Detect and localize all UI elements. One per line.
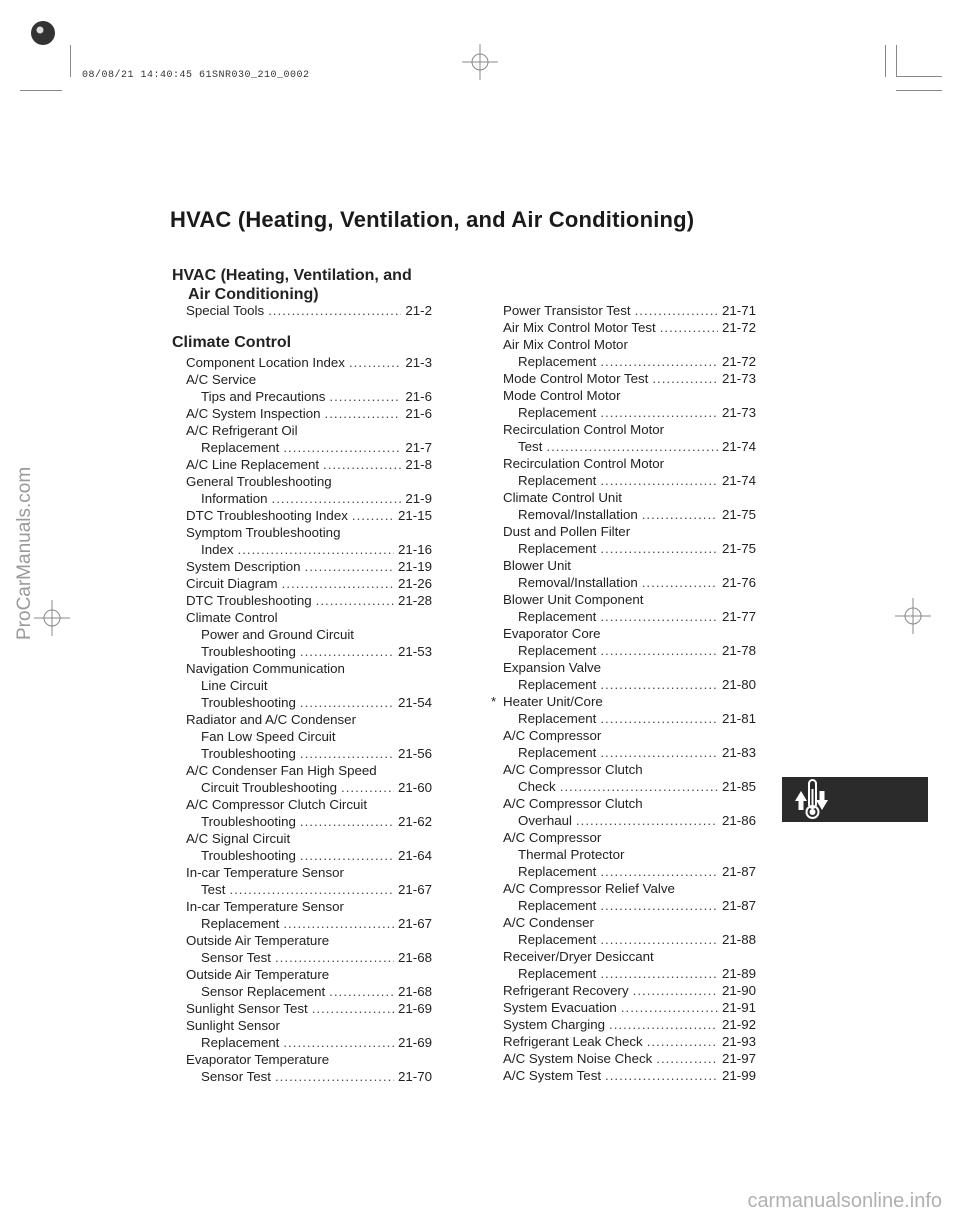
toc-entry-text: Replacement <box>518 473 597 488</box>
toc-page-number: 21-73 <box>721 405 756 420</box>
toc-page-number: 21-67 <box>397 882 432 897</box>
toc-entry-text: A/C Compressor Relief Valve <box>503 881 675 896</box>
toc-entry <box>186 592 432 609</box>
toc-page-number: 21-91 <box>721 1000 756 1015</box>
dot-leader <box>329 983 394 1000</box>
toc-entry-text: Removal/Installation <box>518 507 638 522</box>
dot-leader <box>621 999 718 1016</box>
toc-entry-text: Replacement <box>201 916 280 931</box>
toc-entry-text: Test <box>518 439 543 454</box>
dot-leader <box>600 931 718 948</box>
toc-entry-text: Thermal Protector <box>518 847 625 862</box>
dot-leader <box>600 710 718 727</box>
toc-entry <box>186 1017 432 1051</box>
toc-entry-text: DTC Troubleshooting <box>186 593 312 608</box>
dot-leader <box>283 915 394 932</box>
toc-page-number: 21-72 <box>721 320 756 335</box>
toc-entry <box>503 625 756 659</box>
toc-entry <box>186 405 432 422</box>
dot-leader <box>647 1033 718 1050</box>
dot-leader <box>600 676 718 693</box>
dot-leader <box>283 439 401 456</box>
section-hvac-title-line1: HVAC (Heating, Ventilation, and <box>172 267 412 284</box>
toc-entry <box>186 796 432 830</box>
crop-line <box>896 76 942 77</box>
toc-page-number: 21-74 <box>721 473 756 488</box>
toc-entry-text: A/C Compressor Clutch <box>503 796 643 811</box>
toc-page-number: 21-69 <box>397 1001 432 1016</box>
toc-entry <box>186 524 432 558</box>
dot-leader <box>300 813 394 830</box>
toc-column-left <box>186 354 432 1085</box>
dot-leader <box>635 302 718 319</box>
toc-entry-text: Replacement <box>518 966 597 981</box>
dot-leader <box>300 847 394 864</box>
toc-entry <box>186 371 432 405</box>
dot-leader <box>600 744 718 761</box>
dot-leader <box>275 949 394 966</box>
toc-entry-text: Special Tools <box>186 303 265 318</box>
toc-page-number: 21-75 <box>721 541 756 556</box>
toc-entry <box>186 575 432 592</box>
toc-page-number: 21-89 <box>721 966 756 981</box>
toc-entry-text: A/C System Inspection <box>186 406 321 421</box>
toc-page-number: 21-6 <box>405 406 432 421</box>
toc-entry-text: Expansion Valve <box>503 660 602 675</box>
toc-entry <box>503 948 756 982</box>
toc-entry-text: Climate Control Unit <box>503 490 622 505</box>
dot-leader <box>300 643 394 660</box>
toc-entry-text: Refrigerant Leak Check <box>503 1034 643 1049</box>
dot-leader <box>600 404 718 421</box>
toc-entry-text: Troubleshooting <box>201 746 296 761</box>
toc-entry-text: Replacement <box>201 1035 280 1050</box>
toc-page-number: 21-8 <box>405 457 432 472</box>
toc-entry-text: Replacement <box>518 745 597 760</box>
toc-entry <box>186 898 432 932</box>
toc-entry-text: Troubleshooting <box>201 848 296 863</box>
toc-page-number: 21-71 <box>721 303 756 318</box>
toc-entry-text: Climate Control <box>186 610 278 625</box>
toc-page-number: 21-53 <box>397 644 432 659</box>
dot-leader <box>282 575 394 592</box>
dot-leader <box>283 1034 394 1051</box>
toc-entry-text: Recirculation Control Motor <box>503 456 665 471</box>
toc-entry <box>503 999 756 1016</box>
toc-entry <box>503 489 756 523</box>
dot-leader <box>600 540 718 557</box>
toc-entry-text: Heater Unit/Core <box>503 694 603 709</box>
toc-page-number: 21-7 <box>405 440 432 455</box>
dot-leader <box>312 1000 394 1017</box>
dot-leader <box>229 881 394 898</box>
section-climate-heading: Climate Control <box>172 334 292 351</box>
dot-leader <box>600 897 718 914</box>
toc-page-number: 21-60 <box>397 780 432 795</box>
dot-leader <box>652 370 718 387</box>
toc-entry <box>503 387 756 421</box>
toc-entry-text: System Description <box>186 559 301 574</box>
dot-leader <box>300 745 394 762</box>
dot-leader <box>642 506 718 523</box>
toc-entry <box>186 1000 432 1017</box>
toc-entry-text: Troubleshooting <box>201 644 296 659</box>
toc-entry <box>491 693 756 727</box>
toc-entry-text: Symptom Troubleshooting <box>186 525 341 540</box>
arrow-down-icon <box>816 791 828 810</box>
toc-entry <box>503 421 756 455</box>
toc-entry-text: Blower Unit <box>503 558 571 573</box>
toc-entry-text: Mode Control Motor Test <box>503 371 649 386</box>
toc-entry <box>186 456 432 473</box>
toc-entry-text: Replacement <box>518 609 597 624</box>
toc-entry <box>503 761 756 795</box>
toc-page-number: 21-83 <box>721 745 756 760</box>
toc-page-number: 21-76 <box>721 575 756 590</box>
dot-leader <box>605 1067 718 1084</box>
toc-page-number: 21-97 <box>721 1051 756 1066</box>
toc-entry-text: Sensor Test <box>201 1069 271 1084</box>
dot-leader <box>600 863 718 880</box>
toc-entry <box>186 473 432 507</box>
toc-entry-text: Refrigerant Recovery <box>503 983 629 998</box>
dot-leader <box>349 354 401 371</box>
toc-entry-text: A/C Service <box>186 372 257 387</box>
print-stamp: 08/08/21 14:40:45 61SNR030_210_0002 <box>82 70 310 81</box>
toc-page-number: 21-74 <box>721 439 756 454</box>
toc-entry-text: Replacement <box>201 440 280 455</box>
toc-entry-text: A/C Compressor Clutch Circuit <box>186 797 368 812</box>
toc-page-number: 21-68 <box>397 984 432 999</box>
toc-entry <box>503 727 756 761</box>
toc-entry <box>503 1033 756 1050</box>
toc-entry-text: In-car Temperature Sensor <box>186 899 344 914</box>
toc-entry-text: A/C Condenser Fan High Speed <box>186 763 377 778</box>
dot-leader <box>238 541 394 558</box>
toc-entry-text: Check <box>518 779 556 794</box>
toc-entry <box>503 829 756 880</box>
toc-page-number: 21-92 <box>721 1017 756 1032</box>
toc-entry-text: A/C Compressor Clutch <box>503 762 643 777</box>
toc-column-right <box>491 302 756 1084</box>
toc-entry-text: Replacement <box>518 677 597 692</box>
toc-page-number: 21-85 <box>721 779 756 794</box>
toc-page-number: 21-88 <box>721 932 756 947</box>
toc-entry <box>186 966 432 1000</box>
toc-entry-text: System Evacuation <box>503 1000 617 1015</box>
arrow-up-icon <box>795 791 807 810</box>
toc-entry-text: Dust and Pollen Filter <box>503 524 631 539</box>
toc-entry <box>186 302 432 319</box>
dot-leader <box>600 642 718 659</box>
crop-line <box>885 45 886 77</box>
toc-entry-text: Air Mix Control Motor Test <box>503 320 656 335</box>
toc-page-number: 21-3 <box>405 355 432 370</box>
toc-entry-text: Fan Low Speed Circuit <box>201 729 336 744</box>
toc-entry <box>503 557 756 591</box>
toc-entry-text: Sunlight Sensor Test <box>186 1001 308 1016</box>
toc-entry-text: Replacement <box>518 354 597 369</box>
crop-line <box>896 45 897 77</box>
crop-line <box>20 90 62 91</box>
toc-entry-text: Troubleshooting <box>201 695 296 710</box>
toc-entry <box>186 558 432 575</box>
section-tab <box>782 777 928 822</box>
toc-page-number: 21-73 <box>721 371 756 386</box>
dot-leader <box>600 472 718 489</box>
section-hvac-title-line2: Air Conditioning) <box>188 286 319 303</box>
toc-entry-text: Replacement <box>518 932 597 947</box>
toc-column-hvac <box>186 302 432 319</box>
toc-entry-text: A/C Condenser <box>503 915 594 930</box>
toc-entry <box>186 864 432 898</box>
dot-leader <box>268 302 401 319</box>
page-title: HVAC (Heating, Ventilation, and Air Conditioning) <box>170 207 695 232</box>
toc-entry-text: In-car Temperature Sensor <box>186 865 344 880</box>
dot-leader <box>642 574 718 591</box>
dot-leader <box>325 405 402 422</box>
toc-page-number: 21-69 <box>397 1035 432 1050</box>
toc-entry <box>503 1050 756 1067</box>
toc-entry <box>186 762 432 796</box>
dot-leader <box>560 778 718 795</box>
toc-entry <box>503 370 756 387</box>
dot-leader <box>316 592 394 609</box>
toc-entry-text: Test <box>201 882 226 897</box>
toc-entry-text: Overhaul <box>518 813 572 828</box>
toc-page-number: 21-9 <box>405 491 432 506</box>
toc-entry-text: DTC Troubleshooting Index <box>186 508 348 523</box>
toc-entry-text: Sensor Test <box>201 950 271 965</box>
toc-entry-text: Evaporator Temperature <box>186 1052 330 1067</box>
toc-entry <box>503 455 756 489</box>
dot-leader <box>300 694 394 711</box>
dot-leader <box>600 965 718 982</box>
section-hvac-heading <box>172 266 452 304</box>
dot-leader <box>305 558 394 575</box>
dot-leader <box>609 1016 718 1033</box>
toc-page-number: 21-72 <box>721 354 756 369</box>
toc-entry-text: Replacement <box>518 405 597 420</box>
toc-page-number: 21-67 <box>397 916 432 931</box>
toc-entry-text: Replacement <box>518 898 597 913</box>
dot-leader <box>576 812 718 829</box>
toc-entry-text: A/C System Noise Check <box>503 1051 653 1066</box>
toc-entry-text: Sunlight Sensor <box>186 1018 280 1033</box>
toc-entry-text: Air Mix Control Motor <box>503 337 628 352</box>
toc-entry-text: Outside Air Temperature <box>186 967 330 982</box>
dot-leader <box>546 438 718 455</box>
toc-page-number: 21-56 <box>397 746 432 761</box>
toc-entry-text: Power Transistor Test <box>503 303 631 318</box>
toc-page-number: 21-81 <box>721 711 756 726</box>
toc-entry-text: Receiver/Dryer Desiccant <box>503 949 654 964</box>
toc-entry-text: Replacement <box>518 864 597 879</box>
toc-page-number: 21-26 <box>397 576 432 591</box>
toc-entry <box>503 302 756 319</box>
toc-page-number: 21-15 <box>397 508 432 523</box>
toc-entry-text: Blower Unit Component <box>503 592 644 607</box>
toc-page-number: 21-90 <box>721 983 756 998</box>
toc-entry-text: System Charging <box>503 1017 605 1032</box>
dot-leader <box>323 456 401 473</box>
toc-page-number: 21-62 <box>397 814 432 829</box>
toc-entry <box>503 336 756 370</box>
toc-entry-text: Outside Air Temperature <box>186 933 330 948</box>
toc-entry-text: Circuit Troubleshooting <box>201 780 337 795</box>
toc-entry-text: Sensor Replacement <box>201 984 326 999</box>
toc-page-number: 21-28 <box>397 593 432 608</box>
crop-line <box>896 90 942 91</box>
toc-page-number: 21-6 <box>405 389 432 404</box>
toc-entry <box>186 609 432 660</box>
dot-leader <box>275 1068 394 1085</box>
toc-entry <box>503 1067 756 1084</box>
toc-page-number: 21-75 <box>721 507 756 522</box>
toc-page-number: 21-80 <box>721 677 756 692</box>
dot-leader <box>633 982 718 999</box>
toc-page-number: 21-86 <box>721 813 756 828</box>
dot-leader <box>600 353 718 370</box>
toc-entry-text: Removal/Installation <box>518 575 638 590</box>
toc-entry <box>186 830 432 864</box>
toc-entry-text: Replacement <box>518 541 597 556</box>
toc-entry <box>186 932 432 966</box>
dot-leader <box>272 490 402 507</box>
toc-entry <box>503 523 756 557</box>
toc-page-number: 21-78 <box>721 643 756 658</box>
toc-entry <box>186 1051 432 1085</box>
toc-entry-text: Recirculation Control Motor <box>503 422 665 437</box>
toc-page-number: 21-19 <box>397 559 432 574</box>
toc-entry-text: Evaporator Core <box>503 626 601 641</box>
toc-entry-text: Index <box>201 542 234 557</box>
toc-entry <box>186 507 432 524</box>
toc-entry-text: A/C Line Replacement <box>186 457 320 472</box>
toc-entry-text: Component Location Index <box>186 355 345 370</box>
toc-page-number: 21-64 <box>397 848 432 863</box>
toc-entry <box>503 880 756 914</box>
toc-entry <box>186 354 432 371</box>
toc-page-number: 21-2 <box>405 303 432 318</box>
side-watermark: ProCarManuals.com <box>14 466 35 640</box>
toc-page-number: 21-87 <box>721 864 756 879</box>
toc-entry <box>186 660 432 711</box>
toc-entry-text: A/C Compressor <box>503 728 602 743</box>
toc-entry <box>503 795 756 829</box>
toc-page-number: 21-68 <box>397 950 432 965</box>
toc-entry-text: Replacement <box>518 643 597 658</box>
toc-entry <box>503 319 756 336</box>
dot-leader <box>600 608 718 625</box>
toc-entry <box>503 982 756 999</box>
toc-entry-text: Tips and Precautions <box>201 389 326 404</box>
toc-entry-text: Line Circuit <box>201 678 268 693</box>
toc-entry-text: Mode Control Motor <box>503 388 621 403</box>
toc-entry-text: Navigation Communication <box>186 661 345 676</box>
dot-leader <box>341 779 394 796</box>
toc-entry <box>503 659 756 693</box>
toc-entry <box>186 711 432 762</box>
toc-page-number: 21-16 <box>397 542 432 557</box>
toc-entry-text: A/C Signal Circuit <box>186 831 291 846</box>
toc-entry-text: Circuit Diagram <box>186 576 278 591</box>
toc-page-number: 21-87 <box>721 898 756 913</box>
toc-entry <box>503 914 756 948</box>
toc-entry-text: A/C System Test <box>503 1068 602 1083</box>
dot-leader <box>352 507 394 524</box>
toc-entry-text: General Troubleshooting <box>186 474 332 489</box>
toc-entry <box>503 591 756 625</box>
toc-entry <box>503 1016 756 1033</box>
toc-entry-text: Replacement <box>518 711 597 726</box>
toc-entry-text: Troubleshooting <box>201 814 296 829</box>
crop-line <box>70 45 71 77</box>
toc-page-number: 21-99 <box>721 1068 756 1083</box>
toc-page-number: 21-70 <box>397 1069 432 1084</box>
dot-leader <box>660 319 718 336</box>
toc-entry-text: Power and Ground Circuit <box>201 627 354 642</box>
thermometer-icon <box>807 780 819 818</box>
dot-leader <box>329 388 401 405</box>
toc-entry-text: Information <box>201 491 268 506</box>
toc-entry <box>186 422 432 456</box>
toc-page-number: 21-77 <box>721 609 756 624</box>
toc-page-number: 21-54 <box>397 695 432 710</box>
toc-entry-text: A/C Refrigerant Oil <box>186 423 298 438</box>
toc-page-number: 21-93 <box>721 1034 756 1049</box>
dot-leader <box>656 1050 718 1067</box>
revision-marker: * <box>491 694 497 709</box>
bottom-watermark: carmanualsonline.info <box>747 1190 942 1212</box>
toc-entry-text: A/C Compressor <box>503 830 602 845</box>
toc-entry-text: Radiator and A/C Condenser <box>186 712 357 727</box>
